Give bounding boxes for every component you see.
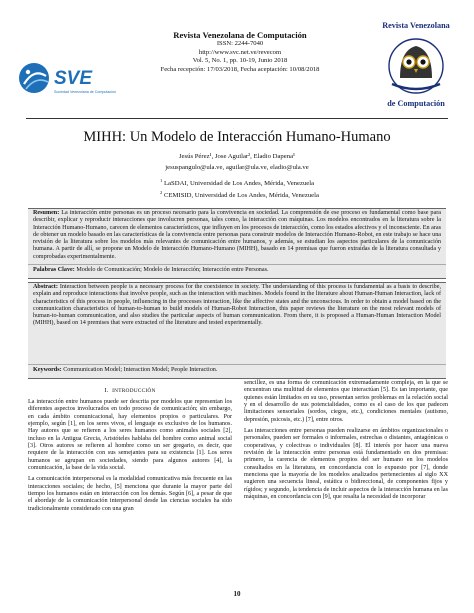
journal-title: Revista Venezolana de Computación bbox=[173, 30, 307, 40]
journal-info bbox=[140, 30, 340, 74]
affiliation-2: $^2$ CEMISID, Universidad de Los Andes, Mérida, Venezuela bbox=[160, 190, 319, 200]
keywords-en bbox=[33, 367, 441, 374]
right-paragraph-2: Las interacciones entre personas pueden realizarse en ámbitos organizacionales o personales, pueden ser formales o informales, estrechas o distantes, antagónicas o cooperativas, y colectivas o individuales [8]. El interés por hacer una nueva revisión de la interacción entre personas está fundamentado en dos premisas: primero, la carencia de elementos propios del ser humano en los modelos consultados en la literatura, en concordancia con lo expuesto por [7], donde menciona que la mayoría de los modelos analizados pertenecientes al siglo XX sugieren una secuencia lineal, estática o bidireccional, de componentes fijos y rígidos; y segundo, la tendencia de incluir aspectos de la interacción humana en las máquinas, en concordancia con [9], que resalta la necesidad de incorporar bbox=[244, 428, 448, 501]
paper-title: MIHH: Un Modelo de Interacción Humano-Humano bbox=[83, 129, 391, 145]
abstract-en-text: Interaction between people is a necessary process for the coexistence in society. The understanding of this process is fundamental as a basis to describe, explain and reproduce interactions that involve people, such as the interaction with machines. Models found in the literature about Human-Human Interaction, lack of characteristics of this process in people, influencing in the processes interaction, like the affective states and the unconscious. In order to obtain a model based on the communication characteristics of human-to-human to build models of Human-Robot Interaction, this paper reviews the literature on the most relevant models of human-to-human communication, and also studies the particular aspects of human communication. From there, it is proposed a Human-Human Interaction Model (MIHH), based on 14 premises that were extracted of the literature and tested experimentally. bbox=[33, 284, 441, 327]
journal-url[interactable]: http://www.svc.net.ve/revecom bbox=[198, 48, 282, 56]
section-title: INTRODUCCIÓN bbox=[112, 388, 156, 394]
abstract-en-label: Abstract: bbox=[33, 284, 58, 290]
sve-logo-icon bbox=[16, 58, 122, 98]
keywords-es-label: Palabras Clave: bbox=[33, 267, 75, 273]
affiliation-1: $^1$ LaSDAI, Universidad de Los Andes, Mérida, Venezuela bbox=[160, 178, 315, 188]
page-number: 10 bbox=[233, 590, 241, 598]
left-paragraph-1: La interacción entre humanos puede ser descrita por modelos que representan los diferentes aspectos involucrados en todo proceso de comunicación; sin embargo, en cada ámbito comunicacional, hay elementos propios o particulares. Por ejemplo, según [1], en los seres vivos, el lenguaje es exclusivo de los humanos. Hay autores que se refieren a los seres humanos como animales sociales [2], incluso en la Antigua Grecia, Aristóteles hablaba del hombre como animal social [3]. Otros autores se refieren al hombre como un ser gregario, es decir, que requiere de la interacción con sus semejantes para su existencia [1]. Los seres humanos se agrupan en sociedades, siendo para algunos autores [4], la comunicación, la base de la vida social. bbox=[28, 399, 232, 472]
left-paragraph-2: La comunicación interpersonal es la modalidad comunicativa más frecuente en las interacciones sociales; de hecho, [5] menciona que durante la mayor parte del tiempo los humanos están en interacción con los demás. Según [6], a pesar de que el abordaje de la comunicación interpersonal desde las ciencias sociales ha sido tradicionalmente considerado con una gran bbox=[28, 476, 232, 512]
sve-logo bbox=[16, 58, 122, 98]
section-numeral: I. bbox=[104, 387, 109, 394]
abstract-es bbox=[33, 210, 441, 261]
affiliations bbox=[160, 177, 420, 201]
abstract-es-text: La interacción entre personas es un proceso necesario para la convivencia en sociedad. La comprensión de ese proceso es fundamental como base para describir, explicar y reproducir interacciones que involucren personas, tales como, la interacción con máquinas. Los modelos encontrados en la literatura sobre la Interacción Humano-Humano, carecen de elementos característicos, que influyen en los procesos de interacción, como los estados afectivos y el inconsciente. En aras de obtener un modelo basado en las características de la convivencia entre personas para construir modelos de Interacción Humano-Robot, en este trabajo se hace una revisión de la literatura sobre los modelos más relevantes de comunicación entre humanos, y además, se estudian los aspectos particulares de la comunicación humana. A partir de allí, se propone un Modelo de Interacción Humano-Humano (MIHH), basado en 14 premisas que fueron extraídas de la literatura consultada y comprobadas experimentalmente. bbox=[33, 210, 441, 260]
paper-authors: Jesús Pérez¹, Jose Aguilar², Eladio Dapena¹ bbox=[178, 153, 296, 160]
journal-dates: Fecha recepción: 17/03/2018, Fecha aceptación: 10/08/2018 bbox=[160, 65, 320, 73]
header-divider bbox=[26, 118, 448, 119]
owl-logo-icon bbox=[370, 14, 462, 114]
right-column bbox=[244, 380, 448, 505]
svg-text:Revista Venezolana: Revista Venezolana bbox=[382, 21, 450, 30]
abstract-es-label: Resumen: bbox=[33, 210, 60, 216]
section-heading bbox=[28, 387, 232, 395]
right-paragraph-1: sencillez, es una forma de comunicación extremadamente compleja, en la que se encuentran una multitud de elementos que interactúan [5]. Es tan importante, que quienes están limitados en su uso, presentan serios problemas en la relación social y en el desarrollo de sus potencialidades, como es el caso de los que padecen limitaciones sensoriales (sordos, ciegos, etc.), condiciones mentales (autismo, depresión, psicosis, etc.) [7], entre otros. bbox=[244, 380, 448, 423]
abstract-en bbox=[33, 284, 441, 328]
left-column bbox=[28, 399, 232, 516]
svg-text:Sociedad Venezolana de Computa: Sociedad Venezolana de Computación bbox=[54, 90, 116, 94]
journal-issn: ISSN: 2244-7040 bbox=[216, 40, 264, 47]
author-emails: jesuspangulo@ula.ve, aguilar@ula.ve, eladio@ula.ve bbox=[165, 164, 309, 171]
revecom-logo bbox=[370, 14, 462, 114]
svg-text:de Computación: de Computación bbox=[387, 99, 445, 108]
keywords-es-text: Modelo de Comunicación; Modelo de Interacción; Interacción entre Personas. bbox=[76, 267, 269, 273]
journal-volume: Vol. 5, No. 1, pp. 10-19, Junio 2018 bbox=[192, 57, 288, 65]
svg-text:SVE: SVE bbox=[54, 68, 93, 89]
keywords-en-label: Keywords: bbox=[33, 367, 62, 373]
keywords-es bbox=[33, 267, 441, 274]
keywords-en-text: Communication Model; Interaction Model; People Interaction. bbox=[63, 367, 218, 373]
